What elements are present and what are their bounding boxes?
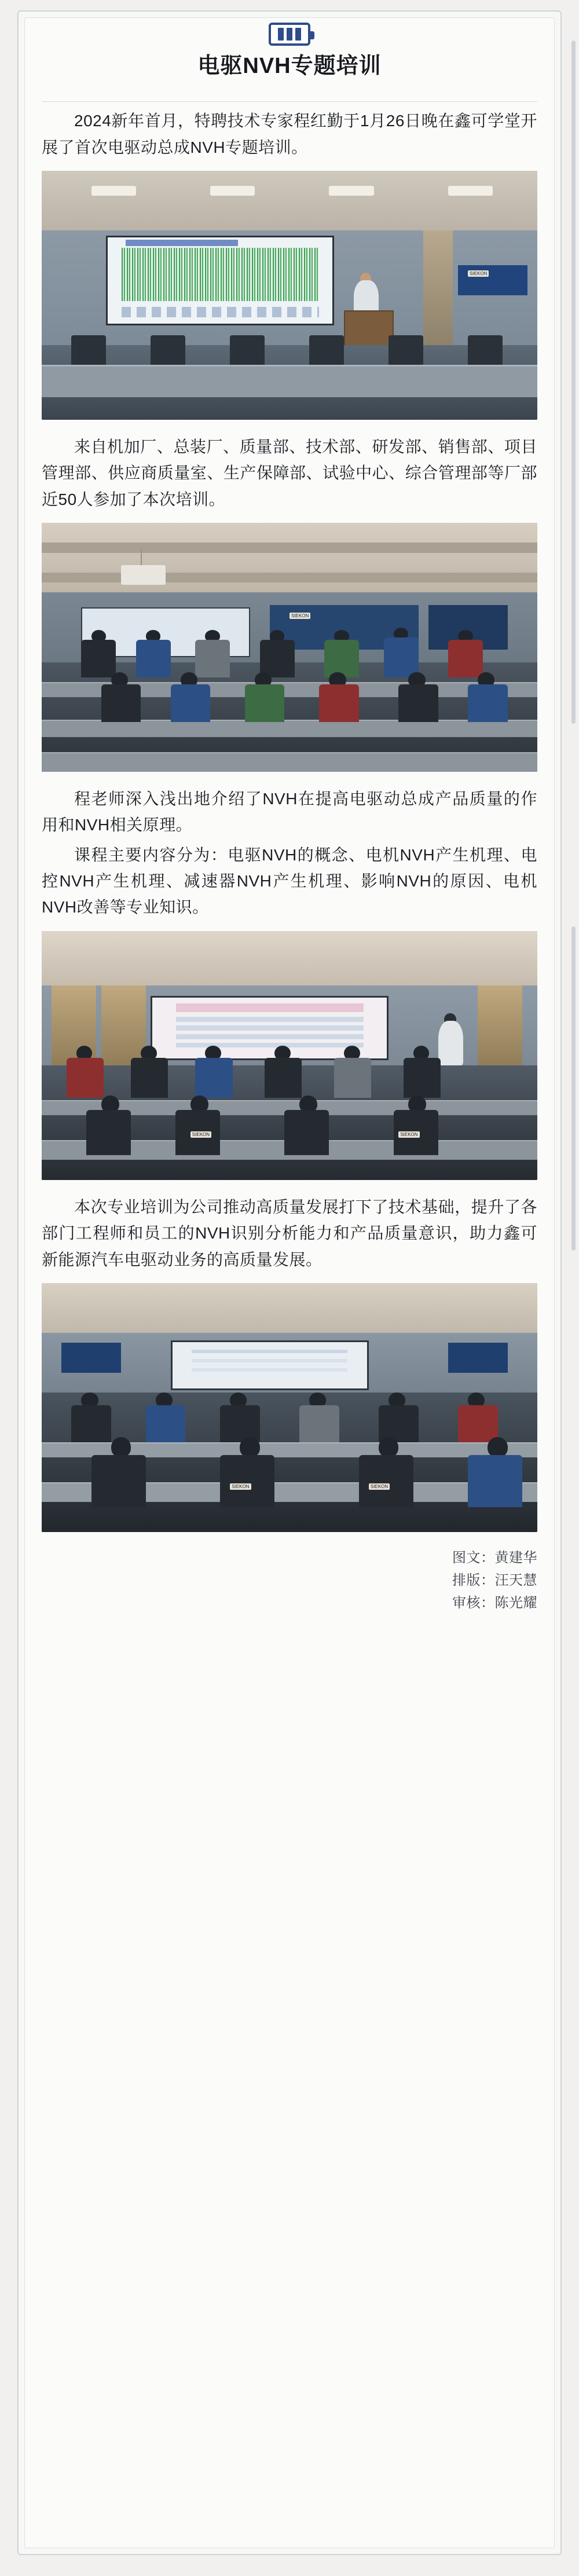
photo-lecture-hall-chart bbox=[42, 171, 537, 420]
photo-label-siekon: SIEKON bbox=[230, 1483, 251, 1490]
photo-slide-row bbox=[176, 1034, 364, 1039]
photo-attendee-body bbox=[171, 684, 210, 722]
photo-chair bbox=[309, 335, 344, 365]
photo-ceiling-light bbox=[210, 186, 255, 196]
photo-slide-row bbox=[192, 1350, 347, 1353]
photo-lecture-slide bbox=[42, 931, 537, 1180]
photo-label-siekon: SIEKON bbox=[369, 1483, 390, 1490]
photo-ceiling-light bbox=[329, 186, 373, 196]
photo-desk-row bbox=[42, 365, 537, 397]
photo-slide-header bbox=[176, 1003, 364, 1012]
photo-attendee-body bbox=[379, 1405, 418, 1443]
paragraph-block-3 bbox=[42, 786, 537, 921]
photo-attendee-body bbox=[284, 1110, 329, 1155]
photo-attendee-body bbox=[91, 1455, 146, 1507]
photo-attendee-head bbox=[240, 1437, 259, 1457]
photo-attendee-body bbox=[334, 1058, 371, 1098]
paragraph-text: 本次专业培训为公司推动高质量发展打下了技术基础，提升了各部门工程师和员工的NVH识别分析能力和产品质量意识，助力鑫可新能源汽车电驱动业务的高质量发展。 bbox=[42, 1197, 537, 1269]
photo-attendee-body bbox=[458, 1405, 497, 1443]
photo-projection-screen bbox=[171, 1340, 369, 1390]
paragraph-block-1 bbox=[42, 108, 537, 160]
photo-attendee-body bbox=[359, 1455, 413, 1507]
credits-block bbox=[42, 1547, 537, 1640]
photo-attendee-body bbox=[324, 640, 359, 677]
photo-ceiling-beam bbox=[42, 573, 537, 582]
photo-projector bbox=[121, 565, 166, 585]
photo-wall-banner bbox=[61, 1343, 121, 1373]
photo-attendee-body bbox=[260, 640, 295, 677]
photo-ceiling bbox=[42, 1283, 537, 1338]
photo-ceiling-beam bbox=[42, 543, 537, 552]
photo-attendee-body bbox=[220, 1405, 259, 1443]
paragraph-text: 2024新年首月，特聘技术专家程红勤于1月26日晚在鑫可学堂开展了首次电驱动总成NVH专题培训。 bbox=[42, 112, 537, 156]
photo-attendee-head bbox=[111, 1437, 131, 1457]
photo-chair bbox=[389, 335, 423, 365]
photo-attendee-body bbox=[404, 1058, 441, 1098]
photo-attendee-body bbox=[67, 1058, 104, 1098]
battery-bar bbox=[287, 28, 292, 41]
photo-attendee-body bbox=[86, 1110, 131, 1155]
photo-wall-banner bbox=[448, 1343, 508, 1373]
battery-bar bbox=[278, 28, 284, 41]
photo-ceiling bbox=[42, 523, 537, 598]
photo-attendee-head bbox=[488, 1437, 507, 1457]
photo-attendee-body bbox=[101, 684, 141, 722]
photo-ceiling-light bbox=[91, 186, 136, 196]
photo-attendee-body bbox=[319, 684, 358, 722]
photo-label-siekon: SIEKON bbox=[290, 613, 310, 619]
photo-label-siekon: SIEKON bbox=[468, 270, 489, 277]
photo-slide-title-bar bbox=[126, 240, 238, 245]
photo-attendee-body bbox=[384, 637, 419, 677]
photo-slide-row bbox=[176, 1025, 364, 1030]
photo-attendee-body bbox=[398, 684, 438, 722]
photo-attendee-body bbox=[220, 1455, 274, 1507]
photo-slide-row bbox=[176, 1043, 364, 1047]
credit-line-author: 图文：黄建华 bbox=[452, 1549, 537, 1566]
paragraph-text: 课程主要内容分为：电驱NVH的概念、电机NVH产生机理、电控NVH产生机理、减速器NVH产生机理、影响NVH的原因、电机NVH改善等专业知识。 bbox=[42, 845, 537, 917]
photo-attendee-body bbox=[136, 640, 171, 677]
photo-audience-front bbox=[42, 1283, 537, 1532]
photo-slide-row bbox=[192, 1368, 347, 1372]
photo-attendee-body bbox=[131, 1058, 168, 1098]
photo-slide-row bbox=[192, 1359, 347, 1362]
photo-desk-row bbox=[42, 720, 537, 737]
credit-line-reviewer: 审核：陈光耀 bbox=[452, 1595, 537, 1611]
photo-attendee-body bbox=[195, 640, 230, 677]
photo-chair bbox=[151, 335, 185, 365]
battery-icon bbox=[269, 23, 310, 46]
photo-wood-panel bbox=[478, 985, 522, 1070]
photo-ceiling bbox=[42, 931, 537, 991]
photo-ceiling bbox=[42, 171, 537, 236]
photo-attendee-body bbox=[81, 640, 116, 677]
photo-attendee-body bbox=[448, 640, 483, 677]
header-icon-row bbox=[42, 0, 537, 46]
photo-attendee-body bbox=[146, 1405, 185, 1443]
photo-chair bbox=[71, 335, 106, 365]
paragraph-block-4 bbox=[42, 1194, 537, 1273]
paragraph-block-2 bbox=[42, 434, 537, 512]
photo-chair bbox=[468, 335, 503, 365]
photo-slide-spectrum-chart bbox=[122, 248, 319, 301]
photo-ceiling-light bbox=[448, 186, 493, 196]
paragraph-text: 来自机加厂、总装厂、质量部、技术部、研发部、销售部、项目管理部、供应商质量室、生产保障部、试验中心、综合管理部等厂部近50人参加了本次培训。 bbox=[42, 437, 537, 508]
credit-line-layout: 排版：汪天慧 bbox=[452, 1572, 537, 1588]
photo-attendee-body bbox=[299, 1405, 339, 1443]
photo-label-siekon: SIEKON bbox=[398, 1131, 419, 1138]
photo-attendee-body bbox=[195, 1058, 232, 1098]
photo-attendee-body bbox=[468, 1455, 522, 1507]
photo-wood-pillar bbox=[423, 230, 453, 350]
photo-attendee-body bbox=[468, 684, 507, 722]
battery-bar bbox=[295, 28, 301, 41]
page-title: 电驱NVH专题培训 bbox=[197, 54, 382, 78]
photo-label-siekon: SIEKON bbox=[190, 1131, 211, 1138]
photo-slide-row bbox=[176, 1017, 364, 1021]
photo-slide-legend bbox=[122, 307, 319, 317]
photo-speaker-body bbox=[438, 1021, 463, 1065]
photo-attendee-body bbox=[245, 684, 284, 722]
photo-audience-back-view bbox=[42, 523, 537, 772]
photo-desk-row bbox=[42, 752, 537, 772]
title-divider bbox=[42, 101, 537, 102]
photo-attendee-body bbox=[71, 1405, 111, 1443]
photo-chair bbox=[230, 335, 265, 365]
photo-attendee-head bbox=[379, 1437, 398, 1457]
photo-attendee-body bbox=[265, 1058, 302, 1098]
paragraph-text: 程老师深入浅出地介绍了NVH在提高电驱动总成产品质量的作用和NVH相关原理。 bbox=[42, 789, 537, 834]
photo-projection-screen bbox=[106, 236, 334, 325]
